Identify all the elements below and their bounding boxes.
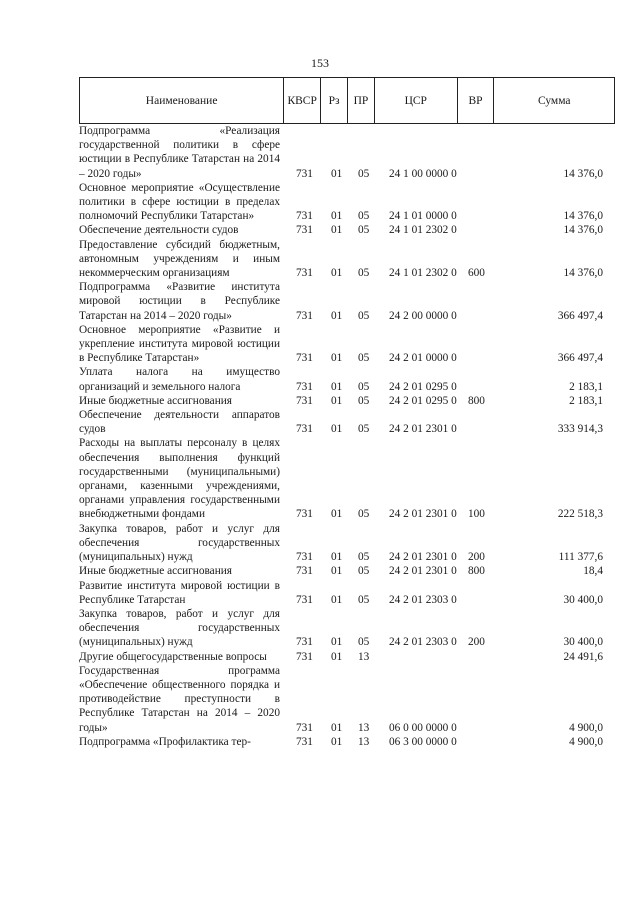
row-vr — [458, 735, 495, 749]
row-csr: 24 2 01 0295 0 — [389, 394, 457, 407]
row-kvsr: 731 — [296, 224, 313, 237]
row-csr: 24 2 00 0000 0 — [389, 309, 457, 322]
row-name: Развитие института мировой юстиции в Республике Татарстан — [79, 579, 280, 606]
row-sum: 30 400,0 — [563, 593, 603, 606]
row-pr: 05 — [358, 565, 370, 578]
row-name: Иные бюджетные ассигнования — [79, 394, 232, 407]
row-kvsr: 731 — [296, 309, 313, 322]
row-vr: 200 — [468, 636, 485, 649]
row-rz: 01 — [331, 394, 343, 407]
row-pr: 05 — [358, 267, 370, 280]
row-rz: 01 — [331, 565, 343, 578]
row-kvsr: 731 — [296, 423, 313, 436]
row-kvsr: 731 — [296, 593, 313, 606]
row-name: Подпрограмма «Реализация государственной политики в сфере юстиции в Республике Татарстан на 2014 – 2020 годы» — [79, 125, 280, 180]
row-csr: 24 2 01 0295 0 — [389, 380, 457, 393]
row-name: Обеспечение деятельности аппаратов судов — [79, 409, 280, 436]
row-name: Государственная программа «Обеспечение общественного порядка и противодействие преступности в Республике Татарстан на 2014 – 2020 годы» — [79, 664, 280, 734]
row-rz: 01 — [331, 593, 343, 606]
row-rz: 01 — [331, 309, 343, 322]
column-header-vr: ВР — [458, 78, 495, 123]
row-sum: 111 377,6 — [558, 551, 603, 564]
row-rz: 01 — [331, 636, 343, 649]
table-row — [79, 181, 615, 224]
row-vr: 100 — [468, 508, 485, 521]
table-row — [79, 408, 615, 436]
row-pr: 05 — [358, 167, 370, 180]
table-row — [79, 280, 615, 323]
row-name: Закупка товаров, работ и услуг для обеспечения государственных (муниципальных) нужд — [79, 607, 280, 649]
row-kvsr: 731 — [296, 380, 313, 393]
table-row — [79, 436, 615, 521]
row-pr: 13 — [358, 650, 370, 663]
row-sum: 222 518,3 — [557, 508, 603, 521]
row-rz: 01 — [331, 167, 343, 180]
row-rz: 01 — [331, 650, 343, 663]
row-vr — [458, 664, 495, 735]
row-vr — [458, 280, 495, 323]
row-pr: 05 — [358, 210, 370, 223]
table-row — [79, 664, 615, 735]
column-header-kvsr: КВСР — [284, 78, 321, 123]
row-csr: 24 1 00 0000 0 — [389, 167, 457, 180]
row-sum: 30 400,0 — [563, 636, 603, 649]
table-body — [79, 124, 615, 749]
row-vr — [458, 408, 495, 436]
row-sum: 2 183,1 — [569, 380, 603, 393]
row-pr: 13 — [358, 735, 370, 748]
row-csr — [375, 650, 458, 664]
row-name: Подпрограмма «Профилактика тер- — [79, 735, 251, 748]
row-vr: 600 — [468, 267, 485, 280]
table-row — [79, 394, 615, 408]
row-sum: 18,4 — [583, 565, 603, 578]
row-csr: 06 3 00 0000 0 — [389, 735, 457, 748]
row-vr — [458, 323, 495, 366]
column-header-rz: Рз — [321, 78, 348, 123]
row-csr: 06 0 00 0000 0 — [389, 721, 457, 734]
column-header-sum: Сумма — [537, 94, 571, 107]
row-csr: 24 2 01 2301 0 — [389, 551, 457, 564]
table-row — [79, 522, 615, 565]
row-pr: 05 — [358, 423, 370, 436]
table-header — [79, 77, 615, 124]
row-sum: 366 497,4 — [557, 309, 603, 322]
row-rz: 01 — [331, 551, 343, 564]
row-sum: 366 497,4 — [557, 352, 603, 365]
row-pr: 05 — [358, 224, 370, 237]
table-row — [79, 579, 615, 607]
row-pr: 05 — [358, 394, 370, 407]
row-kvsr: 731 — [296, 267, 313, 280]
row-sum: 14 376,0 — [563, 210, 603, 223]
row-name: Расходы на выплаты персоналу в целях обеспечения выполнения функций государственными (муниципальными) органами, казенными учреждениями, органами управления государственными внебюджетными фондами — [79, 437, 280, 521]
row-vr — [458, 579, 495, 607]
row-pr: 05 — [358, 593, 370, 606]
row-csr: 24 2 01 0000 0 — [389, 352, 457, 365]
row-pr: 05 — [358, 309, 370, 322]
row-name: Подпрограмма «Развитие института мировой юстиции в Республике Татарстан на 2014 – 2020 годы» — [79, 281, 280, 322]
row-sum: 4 900,0 — [569, 735, 603, 748]
table-row — [79, 650, 615, 664]
row-vr: 800 — [468, 565, 485, 578]
row-pr: 05 — [358, 636, 370, 649]
table-row — [79, 607, 615, 650]
row-kvsr: 731 — [296, 636, 313, 649]
row-rz: 01 — [331, 508, 343, 521]
table-row — [79, 124, 615, 181]
row-sum: 2 183,1 — [569, 394, 603, 407]
row-name: Уплата налога на имущество организаций и земельного налога — [79, 366, 280, 393]
row-vr — [458, 181, 495, 224]
row-vr — [458, 124, 495, 181]
row-kvsr: 731 — [296, 167, 313, 180]
table-row — [79, 735, 615, 749]
row-rz: 01 — [331, 735, 343, 748]
row-sum: 333 914,3 — [557, 423, 603, 436]
row-kvsr: 731 — [296, 565, 313, 578]
row-name: Предоставление субсидий бюджетным, автономным учреждениям и иным некоммерческим организациям — [79, 238, 280, 280]
column-header-name: Наименование — [80, 78, 284, 123]
row-sum: 4 900,0 — [569, 721, 603, 734]
row-kvsr: 731 — [296, 650, 313, 663]
row-vr — [458, 650, 495, 664]
row-name: Основное мероприятие «Развитие и укрепление института мировой юстиции в Республике Татарстан» — [79, 323, 280, 365]
row-vr — [458, 223, 495, 237]
row-name: Другие общегосударственные вопросы — [79, 650, 267, 663]
row-rz: 01 — [331, 423, 343, 436]
row-sum: 14 376,0 — [563, 167, 603, 180]
row-csr: 24 2 01 2301 0 — [389, 565, 457, 578]
table-row — [79, 365, 615, 393]
row-kvsr: 731 — [296, 394, 313, 407]
row-name: Закупка товаров, работ и услуг для обеспечения государственных (муниципальных) нужд — [79, 522, 280, 564]
row-kvsr: 731 — [296, 735, 313, 748]
row-rz: 01 — [331, 224, 343, 237]
row-kvsr: 731 — [296, 352, 313, 365]
table-row — [79, 323, 615, 366]
row-sum: 14 376,0 — [563, 224, 603, 237]
row-kvsr: 731 — [296, 551, 313, 564]
row-rz: 01 — [331, 210, 343, 223]
row-csr: 24 2 01 2303 0 — [389, 593, 457, 606]
row-kvsr: 731 — [296, 508, 313, 521]
row-rz: 01 — [331, 721, 343, 734]
row-csr: 24 2 01 2301 0 — [389, 508, 457, 521]
row-pr: 05 — [358, 352, 370, 365]
row-rz: 01 — [331, 352, 343, 365]
table-row — [79, 223, 615, 237]
row-name: Основное мероприятие «Осуществление политики в сфере юстиции в пределах полномочий Республики Татарстан» — [79, 181, 280, 223]
row-vr: 200 — [468, 551, 485, 564]
row-rz: 01 — [331, 380, 343, 393]
row-csr: 24 1 01 0000 0 — [389, 210, 457, 223]
row-vr: 800 — [468, 394, 485, 407]
row-sum: 14 376,0 — [563, 267, 603, 280]
row-pr: 05 — [358, 508, 370, 521]
row-sum: 24 491,6 — [563, 650, 603, 663]
column-header-pr: ПР — [348, 78, 375, 123]
page-number: 153 — [311, 56, 329, 70]
row-csr: 24 2 01 2301 0 — [389, 423, 457, 436]
row-kvsr: 731 — [296, 721, 313, 734]
table-row — [79, 564, 615, 578]
row-csr: 24 2 01 2303 0 — [389, 636, 457, 649]
row-name: Обеспечение деятельности судов — [79, 224, 239, 237]
row-vr — [458, 365, 495, 393]
row-csr: 24 1 01 2302 0 — [389, 224, 457, 237]
row-pr: 05 — [358, 551, 370, 564]
table-row — [79, 238, 615, 281]
row-pr: 05 — [358, 380, 370, 393]
row-kvsr: 731 — [296, 210, 313, 223]
row-pr: 13 — [358, 721, 370, 734]
row-csr: 24 1 01 2302 0 — [389, 267, 457, 280]
row-rz: 01 — [331, 267, 343, 280]
column-header-csr: ЦСР — [375, 78, 458, 123]
row-name: Иные бюджетные ассигнования — [79, 565, 232, 578]
